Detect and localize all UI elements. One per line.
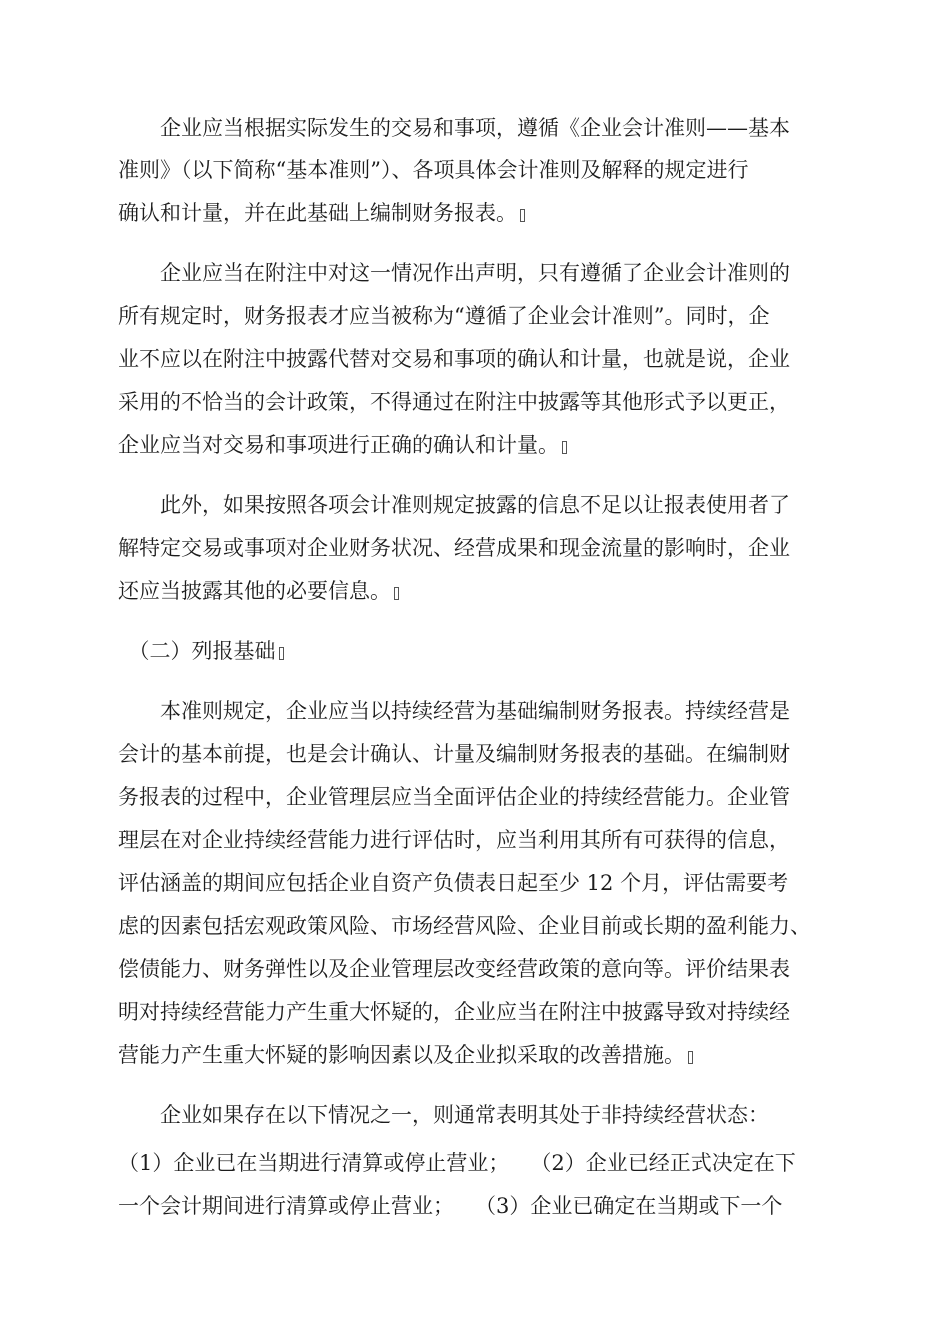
paragraph-line <box>118 198 848 228</box>
heading-text: （二）列报基础 <box>118 639 276 663</box>
paragraph-line <box>118 301 848 331</box>
paragraph-line <box>118 1191 848 1221</box>
paragraph-line <box>118 430 848 460</box>
line-text: 本准则规定，企业应当以持续经营为基础编制财务报表。持续经营是 <box>118 699 790 723</box>
paragraph-line <box>118 997 848 1027</box>
paragraph-line <box>118 258 848 288</box>
paragraph-line <box>118 155 848 185</box>
paragraph-line <box>118 113 848 143</box>
paragraph-line <box>118 825 848 855</box>
paragraph-mark-icon <box>688 1051 693 1064</box>
line-text: 此外，如果按照各项会计准则规定披露的信息不足以让报表使用者了 <box>118 493 790 517</box>
line-text: 偿债能力、财务弹性以及企业管理层改变经营政策的意向等。评价结果表 <box>118 957 790 981</box>
line-text: 还应当披露其他的必要信息。 <box>118 579 391 603</box>
paragraph-line <box>118 490 848 520</box>
paragraph-mark-icon <box>394 587 399 600</box>
line-text: 企业如果存在以下情况之一，则通常表明其处于非持续经营状态： <box>118 1103 769 1127</box>
line-text: 企业应当对交易和事项进行正确的确认和计量。 <box>118 433 559 457</box>
line-text: 解特定交易或事项对企业财务状况、经营成果和现金流量的影响时，企业 <box>118 536 790 560</box>
paragraph-line <box>118 387 848 417</box>
line-text: 一个会计期间进行清算或停止营业； （3）企业已确定在当期或下一个 <box>118 1194 783 1218</box>
paragraph-line <box>118 576 848 606</box>
line-text: 企业应当根据实际发生的交易和事项，遵循《企业会计准则——基本 <box>118 116 790 140</box>
line-text: 评估涵盖的期间应包括企业自资产负债表日起至少 12 个月，评估需要考 <box>118 871 789 895</box>
line-text: 采用的不恰当的会计政策，不得通过在附注中披露等其他形式予以更正， <box>118 390 790 414</box>
paragraph-line <box>118 1100 848 1130</box>
line-text: （1）企业已在当期进行清算或停止营业； （2）企业已经正式决定在下 <box>118 1151 796 1175</box>
line-text: 确认和计量，并在此基础上编制财务报表。 <box>118 201 517 225</box>
line-text: 会计的基本前提，也是会计确认、计量及编制财务报表的基础。在编制财 <box>118 742 790 766</box>
paragraph-line <box>118 954 848 984</box>
line-text: 营能力产生重大怀疑的影响因素以及企业拟采取的改善措施。 <box>118 1043 685 1067</box>
paragraph-line <box>118 782 848 812</box>
paragraph-line <box>118 868 848 898</box>
line-text: 企业应当在附注中对这一情况作出声明，只有遵循了企业会计准则的 <box>118 261 790 285</box>
paragraph-line <box>118 1040 848 1070</box>
paragraph-line <box>118 739 848 769</box>
line-text: 明对持续经营能力产生重大怀疑的，企业应当在附注中披露导致对持续经 <box>118 1000 790 1024</box>
paragraph-mark-icon <box>279 647 284 660</box>
paragraph-line <box>118 533 848 563</box>
line-text: 准则》（以下简称“基本准则”）、各项具体会计准则及解释的规定进行 <box>118 158 749 182</box>
paragraph-mark-icon <box>520 209 525 222</box>
paragraph-line <box>118 911 848 941</box>
paragraph-line <box>118 696 848 726</box>
line-text: 业不应以在附注中披露代替对交易和事项的确认和计量，也就是说，企业 <box>118 347 790 371</box>
line-text: 理层在对企业持续经营能力进行评估时，应当利用其所有可获得的信息， <box>118 828 790 852</box>
line-text: 所有规定时，财务报表才应当被称为“遵循了企业会计准则”。同时，企 <box>118 304 770 328</box>
paragraph-line <box>118 1148 848 1178</box>
line-text: 虑的因素包括宏观政策风险、市场经营风险、企业目前或长期的盈利能力、 <box>118 914 811 938</box>
section-heading <box>118 636 848 666</box>
paragraph-line <box>118 344 848 374</box>
line-text: 务报表的过程中，企业管理层应当全面评估企业的持续经营能力。企业管 <box>118 785 790 809</box>
paragraph-mark-icon <box>562 441 567 454</box>
